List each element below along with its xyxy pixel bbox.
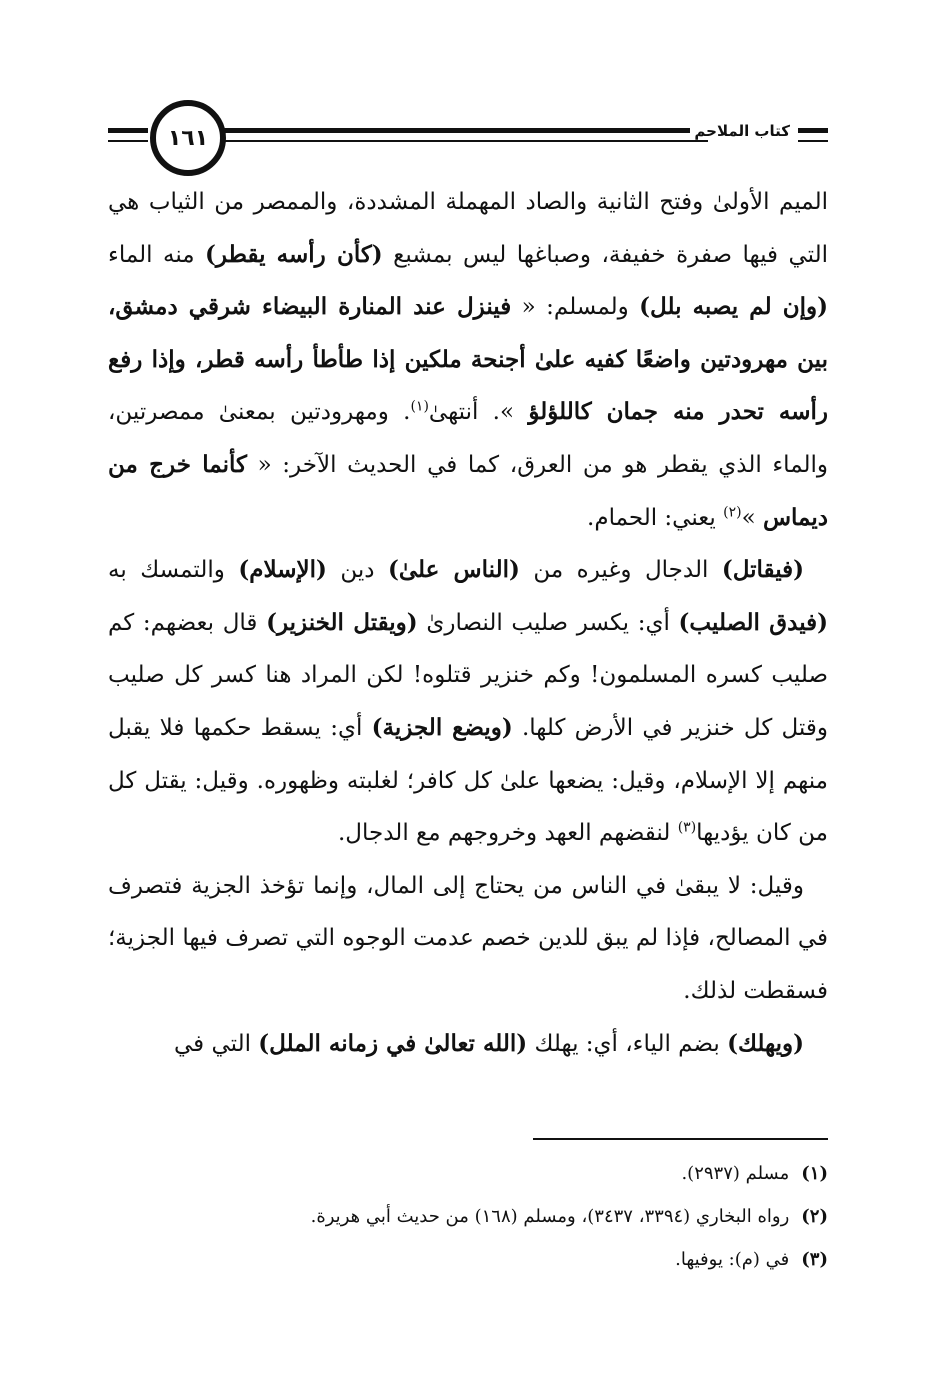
hadith-quote: (الله تعالىٰ في زمانه الملل): [258, 1029, 528, 1057]
paragraph: [108, 1018, 828, 1071]
text-segment: لنقضهم العهد وخروجهم مع الدجال.: [337, 820, 678, 847]
hadith-quote: (الإسلام): [238, 556, 327, 584]
hadith-quote: (ويقتل الخنزير): [266, 608, 418, 636]
header-rule: [108, 128, 148, 133]
text-segment: . ومهرودتين بمعنىٰ ممصرتين، والماء الذي يقطر هو من العرق، كما في الحديث الآخر: «: [108, 399, 828, 478]
page-number: ١٦١: [150, 100, 226, 176]
hadith-quote: (كأن رأسه يقطر): [205, 240, 383, 268]
footnote-text: رواه البخاري (٣٣٩٤، ٣٤٣٧)، ومسلم (١٦٨) من حديث أبي هريرة.: [310, 1206, 790, 1227]
hadith-quote: (ويضع الجزية): [371, 713, 513, 741]
footnote: [108, 1152, 828, 1195]
header-rule: [798, 140, 828, 142]
running-title: كتاب الملاحم: [690, 122, 794, 140]
text-segment: والتمسك به: [108, 557, 239, 584]
hadith-quote: (ويهلك): [727, 1029, 804, 1057]
footnote: [108, 1238, 828, 1281]
text-segment: ولمسلم: «: [511, 294, 640, 321]
paragraph: [108, 176, 828, 544]
footnote-ref[interactable]: (٣): [677, 819, 697, 836]
footnote-text: في (م): يوفيها.: [675, 1249, 790, 1270]
header-rule: [108, 140, 148, 142]
footnote-number: (٢): [801, 1206, 828, 1227]
text-segment: الميم الأولىٰ وفتح الثانية والصاد المهملة المشددة، والممصر من الثياب هي التي فيها صفرة خفيفة، وصباغها ليس بمشبع: [108, 189, 828, 268]
footnote-separator: [533, 1138, 828, 1140]
header-rule: [220, 140, 708, 142]
header-rule: [798, 128, 828, 133]
text-segment: أي: يسقط حكمها فلا يقبل منهم إلا الإسلام، وقيل: يضعها علىٰ كل كافر؛ لغلبته وظهوره. وقيل: يقتل كل من كان يؤديها: [108, 714, 828, 847]
paragraph: [108, 544, 828, 860]
hadith-quote: (فيدق الصليب): [678, 608, 829, 636]
text-segment: التي في: [174, 1030, 259, 1057]
footnote-text: مسلم (٢٩٣٧).: [681, 1163, 790, 1184]
text-segment: منه الماء: [108, 241, 206, 268]
footnote-number: (٣): [801, 1249, 828, 1270]
text-segment: وقيل: لا يبقىٰ في الناس من يحتاج إلى المال، وإنما تؤخذ الجزية فتصرف في المصالح، فإذا لم يبق للدين خصم عدمت الوجوه التي تصرف فيها الجزية؛ فسقطت لذلك.: [108, 872, 828, 1004]
paragraph: [108, 860, 828, 1018]
text-segment: قال بعضهم: كم صليب كسره المسلمون! وكم خنزير قتلوه! لكن المراد هنا كسر كل صليب وقتل كل خنزير في الأرض كلها.: [108, 609, 828, 741]
hadith-quote: فينزل عند المنارة البيضاء شرقي دمشق، بين مهرودتين واضعًا كفيه علىٰ أجنحة ملكين إذا طأطأ رأسه قطر، وإذا رفع رأسه تحدر منه جمان كاللؤلؤ: [108, 293, 829, 426]
footnote-ref[interactable]: (١): [410, 398, 429, 415]
page-header: [108, 100, 828, 174]
text-segment: بضم الياء، أي: يهلك: [527, 1030, 728, 1057]
hadith-quote: (الناس علىٰ): [387, 556, 520, 584]
hadith-quote: (وإن لم يصبه بلل): [639, 293, 829, 321]
footnotes: [108, 1152, 828, 1281]
text-segment: ». أنتهىٰ: [428, 399, 529, 426]
footnote-number: (١): [801, 1163, 828, 1184]
header-rule: [220, 128, 708, 133]
text-segment: »: [741, 504, 763, 531]
hadith-quote: كأنما خرج من ديماس: [108, 450, 828, 531]
text-segment: الدجال وغيره من: [519, 557, 722, 584]
footnote: [108, 1195, 828, 1238]
text-segment: دين: [326, 557, 388, 584]
main-text: [108, 176, 828, 1070]
hadith-quote: (فيقاتل): [721, 556, 805, 584]
text-segment: أي: يكسر صليب النصارىٰ: [417, 609, 679, 636]
text-segment: يعني: الحمام.: [587, 504, 724, 531]
footnote-ref[interactable]: (٢): [723, 503, 742, 520]
